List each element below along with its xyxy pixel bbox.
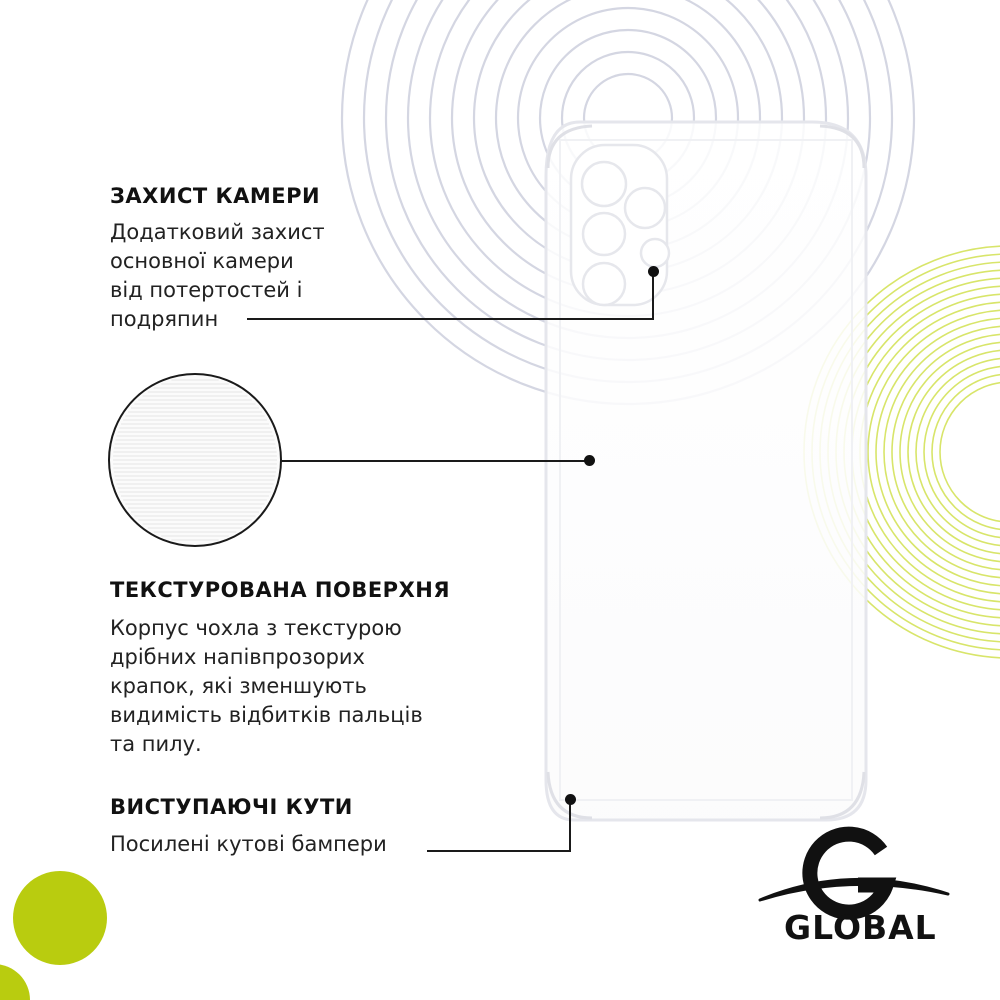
corners-connector-vertical (569, 800, 571, 852)
description-line: крапок, які зменшують (110, 674, 367, 698)
description-line: Корпус чохла з текстурою (110, 616, 402, 640)
description-line: видимість відбитків пальців (110, 703, 423, 727)
description-line: подряпин (110, 307, 219, 331)
texture-pointer-dot (584, 455, 595, 466)
description-line: основної камери (110, 249, 294, 273)
description-line: та пилу. (110, 732, 202, 756)
camera-cutout (571, 145, 669, 305)
camera-connector-vertical (652, 272, 654, 320)
feature-camera-description (110, 218, 350, 334)
camera-pointer-dot (648, 266, 659, 277)
corners-connector-horizontal (427, 850, 571, 852)
feature-corners-description (110, 830, 430, 859)
feature-camera-title: ЗАХИСТ КАМЕРИ (110, 184, 321, 208)
feature-texture-title: ТЕКСТУРОВАНА ПОВЕРХНЯ (110, 578, 451, 602)
feature-corners-title: ВИСТУПАЮЧІ КУТИ (110, 795, 353, 819)
description-line: Додатковий захист (110, 220, 325, 244)
description-line: Посилені кутові бампери (110, 832, 387, 856)
texture-connector (281, 460, 590, 462)
description-line: від потертостей і (110, 278, 303, 302)
brand-name: GLOBAL (784, 908, 937, 947)
feature-texture-description (110, 614, 470, 759)
corners-pointer-dot (565, 794, 576, 805)
description-line: дрібних напівпрозорих (110, 645, 365, 669)
